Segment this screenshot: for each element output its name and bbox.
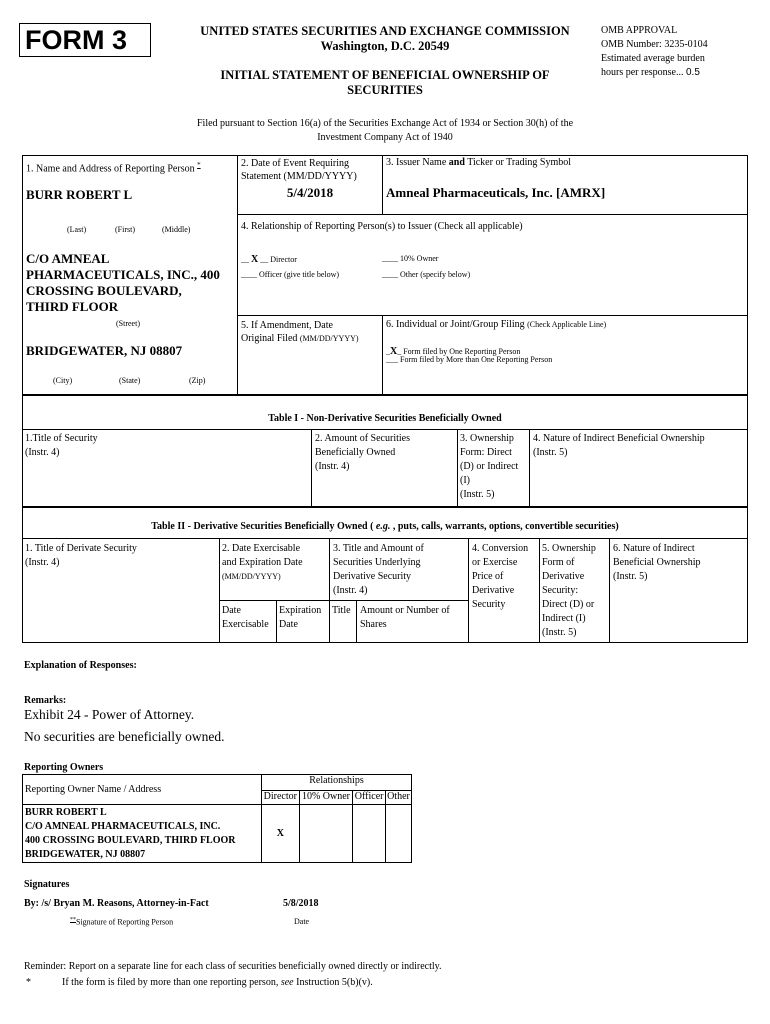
t1-col4-line: 4. Nature of Indirect Beneficial Ownership: [533, 433, 705, 444]
t2-col5-line: Direct (D) or: [542, 599, 595, 610]
t2-col5-line: 5. Ownership: [542, 543, 596, 554]
box1-label-text: 1. Name and Address of Reporting Person: [26, 163, 195, 175]
state-caption: (State): [119, 376, 141, 385]
signature-label: Signature of Reporting Person: [76, 917, 174, 927]
zip-caption: (Zip): [189, 376, 206, 385]
owner-line: 400 CROSSING BOULEVARD, THIRD FLOOR: [25, 835, 236, 846]
t2-col-ownership: [542, 542, 596, 640]
t2-col6-line: 6. Nature of Indirect: [613, 543, 695, 554]
t2-col-date: [222, 542, 303, 584]
street-caption: (Street): [116, 319, 140, 328]
t1-col3-line: Form: Direct: [460, 447, 512, 458]
owner-line: C/O AMNEAL PHARMACEUTICALS, INC.: [25, 821, 221, 832]
box2-label-line1: 2. Date of Event Requiring: [241, 158, 350, 169]
t1-col-ownership: [460, 432, 518, 502]
t2-col5-line: Derivative: [542, 571, 585, 582]
form-label-box: [19, 23, 151, 57]
t2-col3-line: Securities Underlying: [333, 557, 421, 568]
director-header: Director: [262, 791, 300, 805]
street-line: C/O AMNEAL: [26, 251, 110, 266]
signatures-heading: Signatures: [24, 879, 70, 890]
t2-col5-line: Form of: [542, 557, 575, 568]
t2-col4-line: Price of: [472, 571, 504, 582]
t1-col3-line: (I): [460, 475, 470, 486]
t2-col6-line: Beneficial Ownership: [613, 557, 701, 568]
signature-footnote-mark: **: [70, 917, 76, 923]
middle-caption: (Middle): [162, 225, 191, 234]
divider: [609, 538, 610, 643]
box3-label-pre: 3. Issuer Name: [386, 157, 449, 168]
footnote-mark: *: [197, 161, 201, 169]
footnote-star: *: [26, 977, 31, 988]
t2-col1-line: (Instr. 4): [25, 557, 60, 568]
table2-title: [22, 521, 748, 532]
one-person-prefix: _: [386, 347, 390, 356]
ten-percent-owner-checkbox[interactable]: ____ 10% Owner: [382, 254, 439, 263]
signature-date: 5/8/2018: [283, 898, 319, 909]
t2-sub-date-exercisable: [222, 604, 269, 632]
t2-col2-date-format: (MM/DD/YYYY): [222, 572, 281, 581]
t2-col2-line: 2. Date Exercisable: [222, 543, 301, 554]
t1-col1-line: (Instr. 4): [25, 447, 60, 458]
footnote-text: [62, 977, 373, 988]
officer-header: Officer: [353, 791, 386, 805]
t2-sub-amount-line: Amount or Number of: [360, 605, 450, 616]
divider: [311, 429, 312, 507]
divider: [539, 538, 540, 643]
divider: [382, 315, 383, 395]
footnote-post: Instruction 5(b)(v).: [293, 977, 373, 988]
reporting-owners-heading: Reporting Owners: [24, 762, 104, 773]
burden-label-2: hours per response...: [601, 67, 684, 78]
signature-caption: [70, 917, 173, 927]
officer-cell: [353, 805, 386, 863]
remarks-heading: Remarks:: [24, 695, 67, 706]
divider: [457, 429, 458, 507]
box5-label-line1: 5. If Amendment, Date: [241, 320, 333, 331]
event-date: 5/4/2018: [286, 185, 334, 200]
box5-label-date-format: (MM/DD/YYYY): [299, 334, 359, 343]
remarks-line1: Exhibit 24 - Power of Attorney.: [24, 707, 195, 722]
t2-col5-line: Indirect (I): [542, 613, 586, 624]
divider: [468, 538, 469, 643]
t2-sub-date-line: Date: [222, 605, 241, 616]
t2-col-title: [25, 542, 137, 570]
divider: [237, 214, 748, 215]
table2-title-post: , puts, calls, warrants, options, convertible securities): [390, 521, 619, 532]
director-checkbox[interactable]: [241, 254, 297, 265]
t2-col-nature: [613, 542, 700, 584]
t2-col-underlying: [333, 542, 424, 598]
remarks-line2: No securities are beneficially owned.: [24, 729, 225, 744]
omb-number: OMB Number: 3235-0104: [601, 39, 708, 50]
divider: [22, 429, 748, 430]
t1-col1-line: 1.Title of Security: [25, 433, 98, 444]
other-header: Other: [385, 791, 411, 805]
one-person-label: _ Form filed by One Reporting Person: [397, 347, 521, 356]
t1-col-title: [25, 432, 98, 460]
t1-col4-line: (Instr. 5): [533, 447, 568, 458]
reminder-text: Reminder: Report on a separate line for each class of securities beneficially owned directly or indirectly.: [24, 961, 442, 972]
signature-value: By: /s/ Bryan M. Reasons, Attorney-in-Fact: [24, 898, 209, 909]
divider: [329, 538, 330, 643]
t2-col3-line: 3. Title and Amount of: [333, 543, 424, 554]
owner-name-header: Reporting Owner Name / Address: [23, 775, 262, 805]
other-cell: [385, 805, 411, 863]
divider: [382, 155, 383, 214]
box6-label-text: 6. Individual or Joint/Group Filing: [386, 319, 525, 330]
t2-col5-line: Security:: [542, 585, 579, 596]
t2-sub-expiration: [279, 604, 321, 632]
city-state-zip: BRIDGEWATER, NJ 08807: [26, 343, 183, 358]
box3-label: [386, 157, 571, 168]
t2-col-conversion: [472, 542, 528, 612]
t2-sub-amount-line: Shares: [360, 619, 387, 630]
form-title: [170, 68, 600, 98]
box5-label-line2: Original Filed: [241, 333, 298, 344]
more-reporting-persons-option[interactable]: ___ Form filed by More than One Reporting Person: [386, 355, 553, 364]
form-label: FORM 3: [25, 25, 128, 55]
director-prefix: __: [241, 255, 249, 264]
t2-col1-line: 1. Title of Derivate Security: [25, 543, 137, 554]
box1-label: [26, 161, 201, 174]
owner-line: BURR ROBERT L: [25, 807, 107, 818]
t1-col2-line: 2. Amount of Securities: [315, 433, 410, 444]
box3-label-and: and: [448, 157, 465, 168]
divider: [529, 429, 530, 507]
t2-col4-line: 4. Conversion: [472, 543, 529, 554]
t1-col2-line: Beneficially Owned: [315, 447, 396, 458]
ten-percent-owner-header: 10% Owner: [299, 791, 353, 805]
t1-col-amount: [315, 432, 410, 474]
t1-col3-line: (Instr. 5): [460, 489, 495, 500]
t2-col4-line: or Exercise: [472, 557, 518, 568]
t2-col3-line: Derivative Security: [333, 571, 412, 582]
t1-col3-line: 3. Ownership: [460, 433, 514, 444]
officer-checkbox[interactable]: ____ Officer (give title below): [241, 270, 340, 279]
t2-col6-line: (Instr. 5): [613, 571, 648, 582]
filed-line1: Filed pursuant to Section 16(a) of the Securities Exchange Act of 1934 or Section 30(h) of the: [196, 118, 574, 129]
agency-location: Washington, D.C. 20549: [320, 39, 450, 53]
divider: [356, 600, 357, 643]
one-person-check-mark: X: [390, 346, 398, 357]
street-line: THIRD FLOOR: [26, 299, 119, 314]
omb-block: [601, 24, 708, 80]
t2-col4-line: Security: [472, 599, 506, 610]
t2-col4-line: Derivative: [472, 585, 515, 596]
burden-value: 0.5: [685, 67, 700, 78]
street-address: [26, 251, 220, 315]
issuer-name: Amneal Pharmaceuticals, Inc. [AMRX]: [386, 185, 606, 200]
street-line: CROSSING BOULEVARD,: [26, 283, 182, 298]
agency-name: UNITED STATES SECURITIES AND EXCHANGE COMMISSION: [200, 24, 570, 38]
t2-sub-exp-line: Expiration: [279, 605, 322, 616]
director-label: __ Director: [260, 255, 297, 264]
t1-col-nature: [533, 432, 705, 460]
divider: [219, 538, 220, 643]
box6-label: [386, 319, 606, 330]
omb-approval: OMB APPROVAL: [601, 25, 678, 36]
table2-title-eg: e.g.: [375, 521, 391, 532]
t2-col2-line: and Expiration Date: [222, 557, 303, 568]
reporting-owners-table: [22, 774, 412, 863]
explanation-heading: Explanation of Responses:: [24, 660, 137, 671]
form-title-line1: INITIAL STATEMENT OF BENEFICIAL OWNERSHIP OF: [220, 68, 550, 82]
box4-label: 4. Relationship of Reporting Person(s) to Issuer (Check all applicable): [241, 221, 523, 232]
first-caption: (First): [115, 225, 135, 234]
owner-line: BRIDGEWATER, NJ 08807: [25, 849, 146, 860]
t2-sub-title: Title: [332, 605, 351, 616]
box3-label-post: Ticker or Trading Symbol: [464, 157, 572, 168]
t2-sub-date-line: Exercisable: [222, 619, 269, 630]
table2-title-pre: Table II - Derivative Securities Beneficially Owned (: [151, 521, 376, 532]
box2-label: [241, 157, 357, 183]
box6-label-small: (Check Applicable Line): [527, 320, 607, 329]
t2-sub-amount: [360, 604, 450, 632]
city-caption: (City): [53, 376, 73, 385]
relationships-header: Relationships: [262, 775, 412, 791]
divider: [219, 600, 469, 601]
t2-col5-line: (Instr. 5): [542, 627, 577, 638]
footnote-pre: If the form is filed by more than one reporting person,: [62, 977, 281, 988]
footnote-see: see: [280, 977, 294, 988]
other-checkbox[interactable]: ____ Other (specify below): [382, 270, 471, 279]
divider: [276, 600, 277, 643]
t1-col3-line: (D) or Indirect: [460, 461, 519, 472]
t1-col2-line: (Instr. 4): [315, 461, 350, 472]
ten-percent-owner-cell: [299, 805, 353, 863]
agency-header: [170, 24, 600, 54]
t2-sub-exp-line: Date: [279, 619, 298, 630]
last-caption: (Last): [67, 225, 87, 234]
date-caption: Date: [294, 917, 310, 926]
burden-label: Estimated average burden: [601, 53, 705, 64]
director-cell: X: [262, 805, 300, 863]
director-check-mark: X: [251, 254, 259, 265]
owner-address-cell: [23, 805, 262, 863]
filed-line2: Investment Company Act of 1940: [317, 132, 453, 143]
t2-col3-line: (Instr. 4): [333, 585, 368, 596]
divider: [22, 538, 748, 539]
street-line: PHARMACEUTICALS, INC., 400: [26, 267, 220, 282]
reporting-person-name: BURR ROBERT L: [26, 187, 133, 202]
box5-label: [241, 319, 359, 345]
box2-label-line2: Statement (MM/DD/YYYY): [241, 171, 357, 182]
form-title-line2: SECURITIES: [347, 83, 423, 97]
divider: [237, 315, 748, 316]
filed-pursuant: [120, 117, 650, 145]
table1-title: Table I - Non-Derivative Securities Beneficially Owned: [268, 413, 502, 424]
